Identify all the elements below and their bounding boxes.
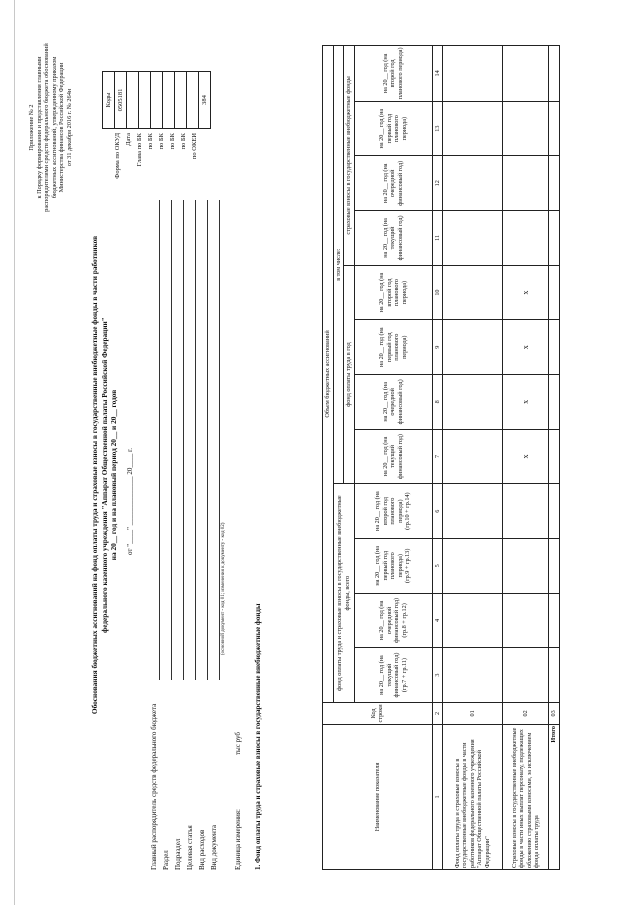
year-header: на 20__ год (на текущий финансовый год) (гр.7 + гр.11) (354, 648, 432, 703)
row-name: Страховые взносы в государственные внебюджетные фонды в части иных выплат персоналу, подлежащих обложению страховыми взносами, за исключением фонда оплаты труда (503, 724, 549, 869)
group-vtch-header: в том числе: (333, 46, 344, 484)
cell[interactable] (443, 648, 503, 703)
cell[interactable] (549, 593, 560, 648)
okud-label: Форма по ОКУД (114, 133, 121, 179)
codes-box (102, 71, 211, 129)
cell[interactable] (549, 265, 560, 320)
cell[interactable] (503, 46, 549, 102)
year-header: на 20__ год (на первый год планового периода) (354, 101, 432, 156)
document-title (90, 215, 119, 735)
bk-value[interactable] (187, 72, 199, 129)
col-number: 14 (432, 46, 443, 102)
main-distributor-label: Главный распорядитель средств федерального бюджета (150, 703, 158, 870)
cell[interactable] (443, 265, 503, 320)
title-line-1: Обоснования бюджетных ассигнований на фонд оплаты труда и страховые взносы в государственные внебюджетные фонды в части работников (90, 235, 99, 715)
year-header: на 20__ год (на первый год планового периода) (гр.9 + гр.13) (354, 538, 432, 593)
vid-label: Вид расходов (198, 829, 206, 870)
col-name-header: Наименование показателя (323, 724, 433, 869)
cell[interactable] (443, 538, 503, 593)
group-fot-header: фонд оплаты труда в год (344, 265, 355, 484)
doc-note: (основной документ - код 01; изменения к документу - код 02) (221, 522, 226, 655)
cell-x: x (503, 265, 549, 320)
cell[interactable] (549, 484, 560, 539)
year-header: на 20__ год (на текущий финансовый год) (354, 429, 432, 484)
year-header: на 20__ год (на второй год планового периода) (354, 265, 432, 320)
col-number: 9 (432, 320, 443, 375)
cell-x: x (503, 429, 549, 484)
appendix-line: от 31 декабря 2016 г. № 264н (65, 88, 73, 167)
col-number: 11 (432, 211, 443, 266)
cell[interactable] (503, 101, 549, 156)
appendix-line: распорядителями средств федерального бюджета обоснований (43, 43, 51, 212)
cell[interactable] (503, 211, 549, 266)
cell[interactable] (549, 211, 560, 266)
col-number: 7 (432, 429, 443, 484)
podrazdel-label: Подраздел (174, 838, 182, 870)
doc-field[interactable] (219, 200, 220, 680)
col-number: 1 (432, 724, 443, 869)
col-number: 10 (432, 265, 443, 320)
col-number: 8 (432, 375, 443, 430)
row-code: 01 (443, 702, 503, 724)
row-code: 02 (503, 702, 549, 724)
cell[interactable] (443, 593, 503, 648)
appendix-line: к Порядку формирования и представления главными (35, 56, 43, 199)
cell[interactable] (549, 156, 560, 211)
cell[interactable] (503, 648, 549, 703)
cell[interactable] (503, 593, 549, 648)
podrazdel-field[interactable] (183, 200, 184, 680)
code-labels (112, 133, 200, 193)
title-line-2: федерального казенного учреждения "Аппарат Общественной палаты Российской Федерации" (99, 317, 109, 633)
group-fot-all-header: фонд оплаты труда и страховые взносы в государственные внебюджетные фонды, всего (333, 484, 354, 703)
col-number: 13 (432, 101, 443, 156)
unit-label: Единица измерения: (234, 809, 242, 870)
col-number: 4 (432, 593, 443, 648)
cell[interactable] (549, 429, 560, 484)
date-value[interactable] (127, 72, 139, 129)
razdel-label: Раздел (162, 850, 170, 870)
section-title: 1. Фонд оплаты труда и страховые взносы в государственные внебюджетные фонды (254, 603, 262, 870)
cell[interactable] (443, 320, 503, 375)
bk-value[interactable] (151, 72, 163, 129)
doc-label: Вид документа (210, 824, 218, 870)
cell[interactable] (549, 320, 560, 375)
cell[interactable] (443, 429, 503, 484)
cell-x: x (503, 320, 549, 375)
bk-value[interactable] (163, 72, 175, 129)
bk-label: по БК (180, 133, 187, 150)
glava-value[interactable] (139, 72, 151, 129)
col-number: 6 (432, 484, 443, 539)
bk-label: по БК (169, 133, 176, 150)
cell[interactable] (443, 101, 503, 156)
itogo-label: Итого (549, 724, 560, 869)
year-header: на 20__ год (на второй год планового периода) (гр.10 + гр.14) (354, 484, 432, 539)
main-distributor-field[interactable] (159, 200, 160, 680)
col-code-header: Код строки (323, 702, 433, 724)
cell[interactable] (503, 156, 549, 211)
okei-value: 384 (199, 72, 211, 129)
appendix-line: Министерства финансов Российской Федерации (58, 62, 66, 193)
appendix-header (28, 30, 74, 225)
razdel-field[interactable] (171, 200, 172, 680)
cell[interactable] (549, 101, 560, 156)
bk-value[interactable] (175, 72, 187, 129)
cell[interactable] (443, 484, 503, 539)
codes-heading: Коды (103, 72, 115, 129)
appendix-line: бюджетных ассигнований, утвержденному приказом (50, 56, 58, 199)
cell[interactable] (503, 484, 549, 539)
year-header: на 20__ год (на очередной финансовый год) (354, 156, 432, 211)
cell[interactable] (549, 538, 560, 593)
budget-table (322, 45, 560, 870)
col-number: 5 (432, 538, 443, 593)
bk-label: по БК (158, 133, 165, 150)
col-number: 2 (432, 702, 443, 724)
page-margin-line (14, 0, 15, 905)
bk-label: по БК (147, 133, 154, 150)
cell[interactable] (549, 375, 560, 430)
group-total-header: Объем бюджетных ассигнований (323, 46, 334, 703)
year-header: на 20__ год (на первый год планового периода) (354, 320, 432, 375)
row-name: Фонд оплаты труда и страховые взносы в государственные внебюджетные фонды в части работников федерального казенного учреждения "Аппарат Общественной палаты Российской Федерации" (443, 724, 503, 869)
year-header: на 20__ год (на очередной финансовый год) (354, 375, 432, 430)
year-header: на 20__ год (на очередной финансовый год) (гр.8 + гр.12) (354, 593, 432, 648)
okei-label: по ОКЕИ (191, 133, 198, 160)
cell[interactable] (443, 211, 503, 266)
target-label: Целевая статья (186, 825, 194, 870)
glava-label: Глава по БК (136, 133, 143, 167)
target-field[interactable] (195, 200, 196, 680)
col-number: 12 (432, 156, 443, 211)
unit-value: тыс руб (234, 732, 242, 755)
cell[interactable] (549, 46, 560, 102)
year-header: на 20__ год (на текущий финансовый год) (354, 211, 432, 266)
cell[interactable] (549, 648, 560, 703)
date-label: Дата (125, 133, 132, 146)
year-header: на 20__ год (на второй год планового периода) (354, 46, 432, 102)
cell[interactable] (443, 46, 503, 102)
group-strah-header: страховые взносы в государственные внебюджетные фонды (344, 46, 355, 266)
title-line-3: на 20__ год и на плановый период 20__ и 20__ годов (109, 389, 118, 561)
cell[interactable] (443, 375, 503, 430)
cell[interactable] (503, 538, 549, 593)
cell-x: x (503, 375, 549, 430)
cell[interactable] (443, 156, 503, 211)
rotated-document-page (20, 25, 630, 885)
col-number: 3 (432, 648, 443, 703)
vid-field[interactable] (207, 200, 208, 680)
row-code: 03 (549, 702, 560, 724)
okud-value: 0505181 (115, 72, 127, 129)
appendix-number: Приложение № 2 (28, 104, 35, 151)
document-date: от "____" ______________ 20____ г. (126, 447, 134, 555)
